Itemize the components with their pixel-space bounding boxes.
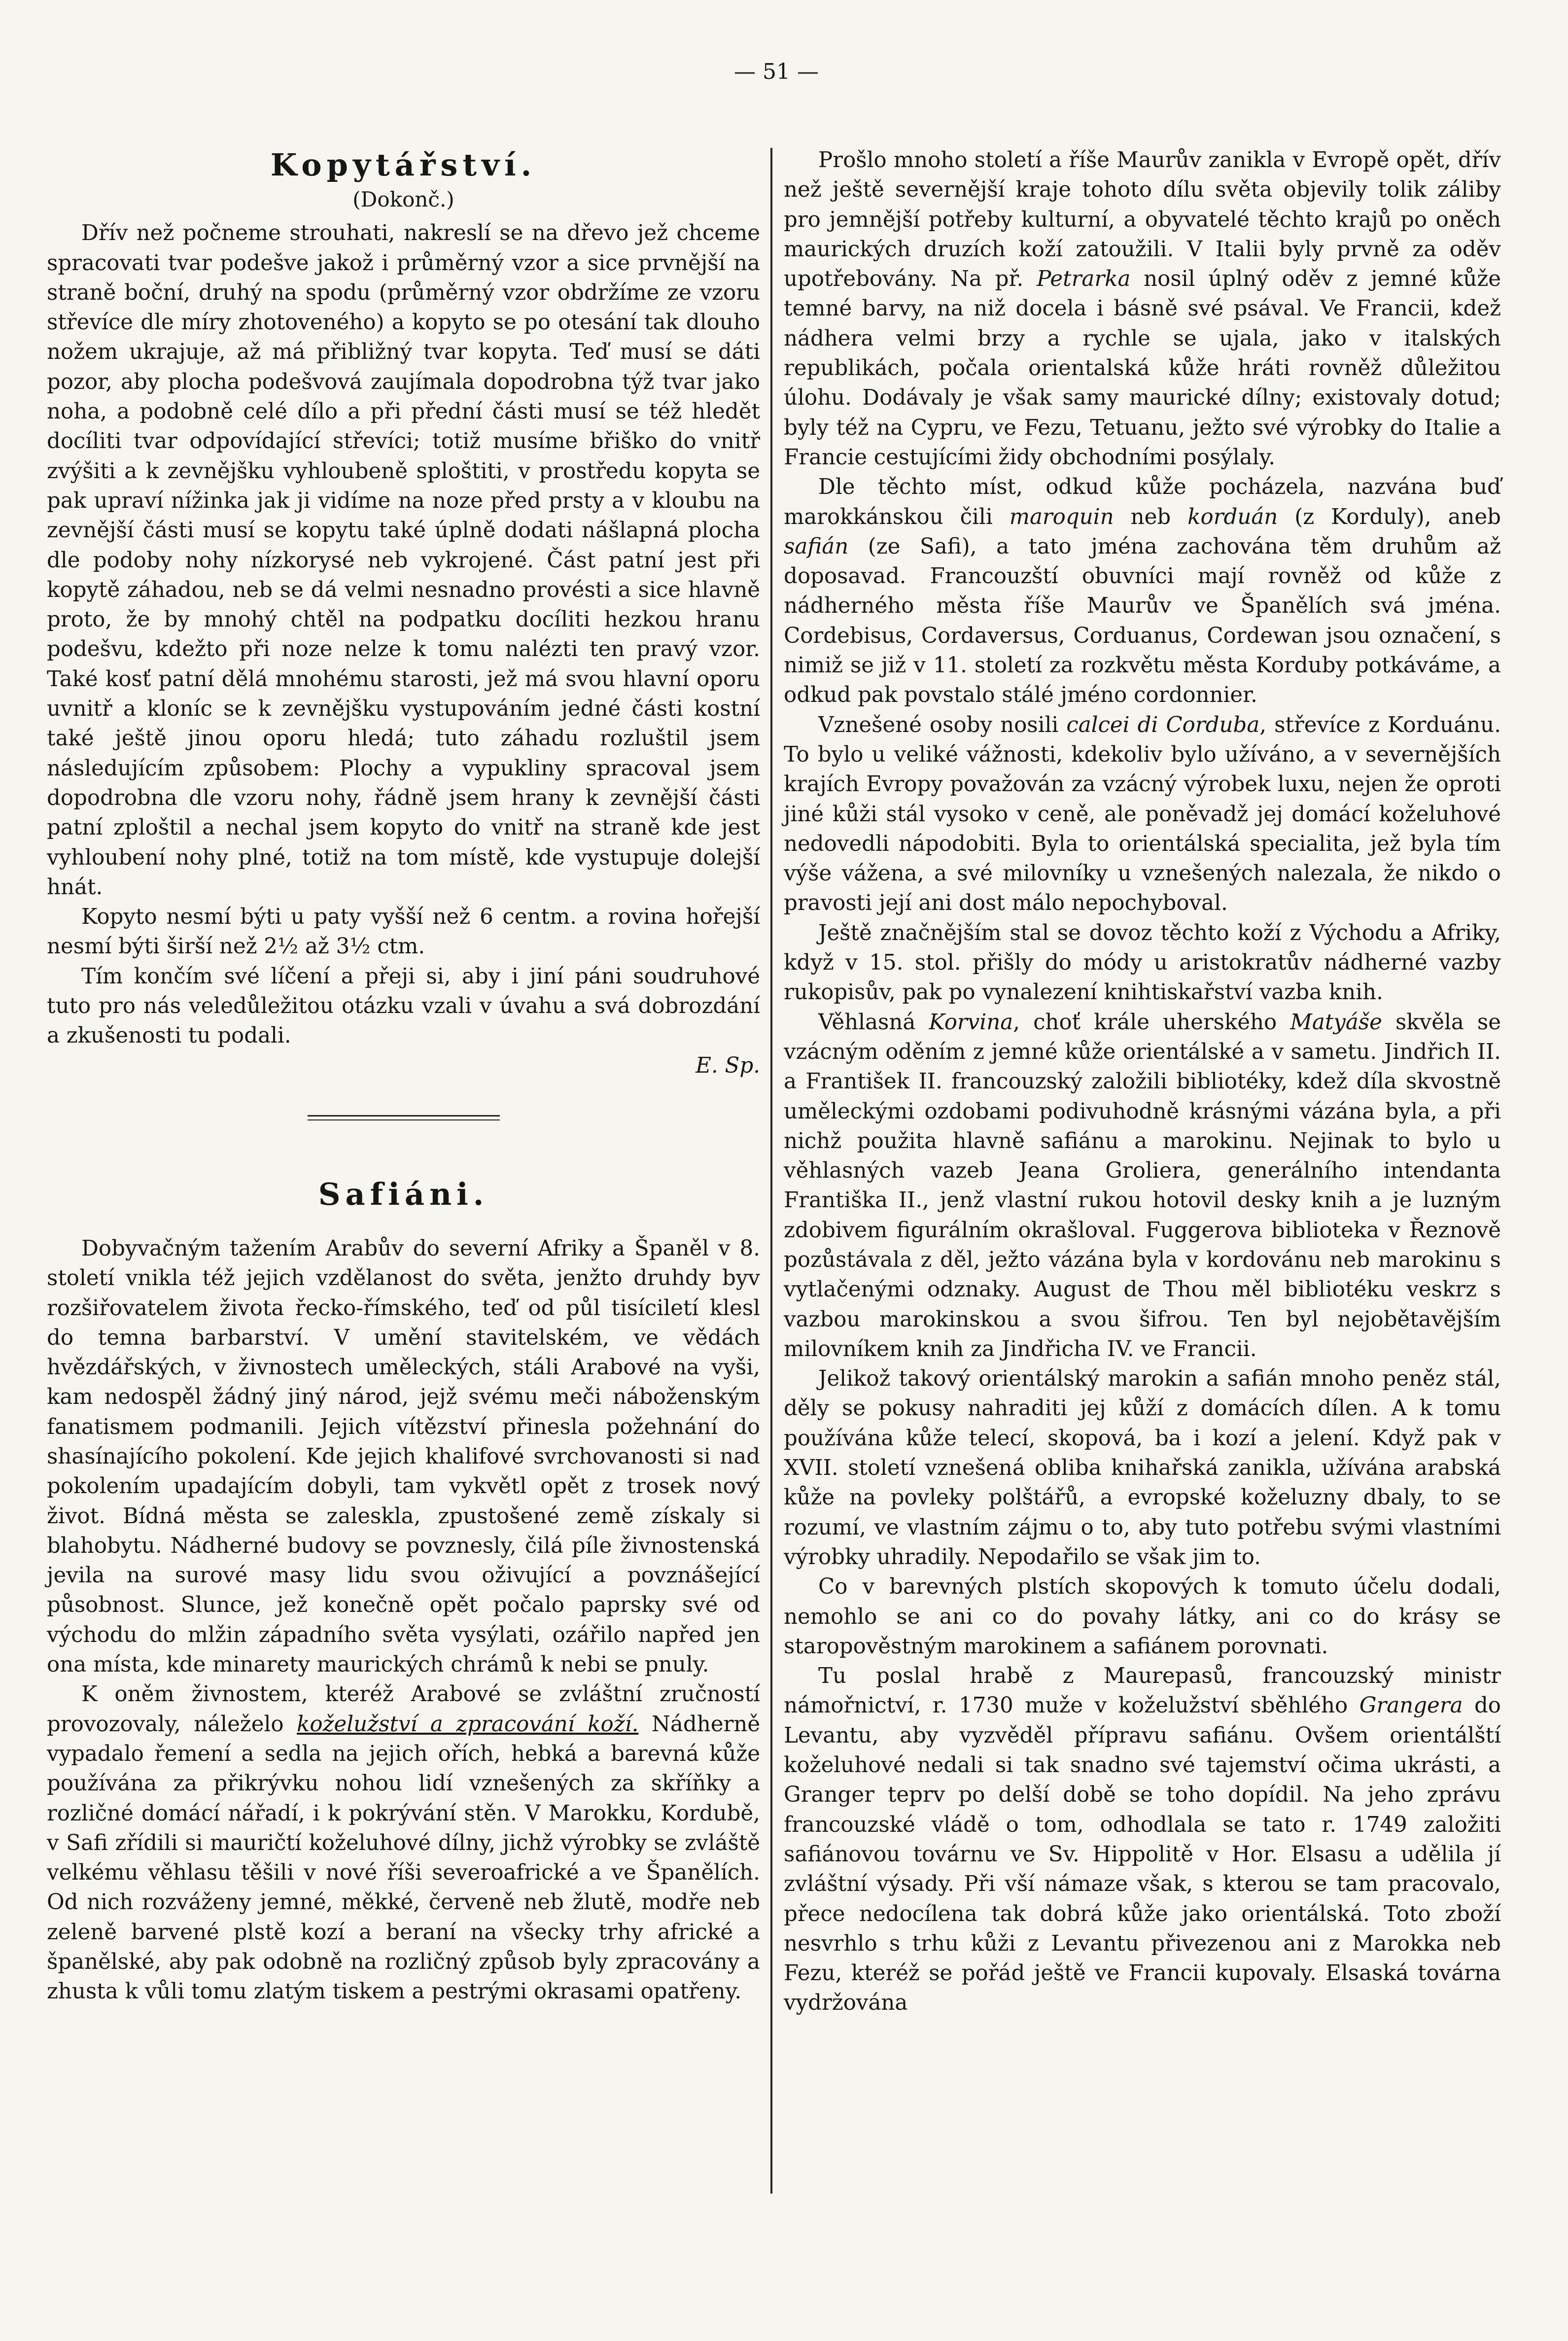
article1-paragraph: Kopyto nesmí býti u paty vyšší než 6 centm. a rovina hořejší nesmí býti širší než 2½ až 3½ ctm.: [47, 905, 760, 959]
article2-paragraph: Dobyvačným tažením Arabův do severní Afriky a Španěl v 8. století vnikla též jejich vzdělanost do světa, jenžto druhdy byv rozšiřovatelem života řecko-římského, teď od půl tisíciletí klesl do temna barbarství. V umění stavitelském, ve vědách hvězdářských, v živnostech uměleckých, stáli Arabové na vyši, kam nedospěl žádný jiný národ, jejž svému meči náboženským fanatismem podmanili. Jejich vítězství přinesla požehnání do shasínajícího pokolení. Kde jejich khalifové svrchovanosti si nad pokolením upadajícím dobyli, tam vykvětl opět z trosek nový život. Bídná města se zaleskla, zpustošené země získaly si blahobytu. Nádherné budovy se povznesly, čilá píle živnostenská jevila na surové masy lidu svou oživující a povznášející působnost. Slunce, jež konečně opět počalo paprsky své od východu do mlžin západního světa vysýlati, ozářilo napřed jen ona místa, kde minarety maurických chrámů k nebi se pnuly.: [47, 1236, 760, 1677]
emphasis: koželužství a zpracování koží.: [297, 1712, 639, 1737]
emphasis: korduán: [1187, 504, 1278, 529]
emphasis: Grangera: [1359, 1693, 1463, 1718]
right-column: [784, 145, 1501, 2018]
emphasis: Matyáše: [1290, 1010, 1382, 1035]
article2-paragraph: Věhlasná Korvina, choť krále uherského Matyáše skvěla se vzácným oděním z jemné kůže orientálské a v sametu. Jindřich II. a František II. francouzský založili bibliotéky, kdež díla skvostně uměleckými ozdobami podivuhodně krásnými vázána byla, a při nichž použita hlavně safiánu a marokinu. Nejinak to bylo u věhlasných vazeb Jeana Groliera, generálního intendanta Františka II., jenž vlastní rukou hotovil desky knih a je luzným zdobivem figurálním okrašloval. Fuggerova biblioteka v Řeznově pozůstávala z děl, ježto vázána byla v kordovánu neb marokinu s vytlačenými odznaky. August de Thou měl bibliotéku veskrz s vazbou marokinskou a svou šifrou. Ten byl nejobětavějším milovníkem knih za Jindřicha IV. ve Francii.: [784, 1010, 1501, 1362]
article2-paragraph: Co v barevných plstích skopových k tomuto účelu dodali, nemohlo se ani co do povahy látky, ani co do krásy se staropověstným marokinem a safiánem porovnati.: [784, 1574, 1501, 1659]
article1-title: Kopytářství.: [270, 147, 537, 183]
article2-paragraph: Ještě značnějším stal se dovoz těchto koží z Východu a Afriky, když v 15. stol. přišly do módy u aristokratův nádherné vazby rukopisův, pak po vynalezení knihtiskařství vazba knih.: [784, 920, 1501, 1005]
column-divider: [770, 148, 772, 2194]
article1-signature: E. Sp.: [696, 1053, 760, 1078]
article2-title: Safiáni.: [318, 1176, 489, 1212]
article1-subtitle: (Dokonč.): [352, 187, 454, 211]
emphasis: Petrarka: [1037, 267, 1131, 292]
article2-paragraph: Prošlo mnoho století a říše Maurův zanikla v Evropě opět, dřív než ještě severnější kraje tohoto dílu světa objevily tolik záliby pro jemnější potřeby kulturní, a obyvatelé těchto krajů po oněch maurických druzích koží zatoužili. V Italii byly prvně za oděv upotřebovány. Na př. Petrarka nosil úplný oděv z jemné kůže temné barvy, na niž docela i básně své psával. Ve Francii, kdež nádhera velmi brzy a rychle se ujala, jako v italských republikách, počala orientalská kůže hráti rovněž důležitou úlohu. Dodávaly je však samy maurické dílny; existovaly dotud; byly též na Cypru, ve Fezu, Tetuanu, ježto své výrobky do Italie a Francie cestujícími židy obchodními posýlaly.: [784, 148, 1501, 470]
emphasis: calcei di Corduba: [1066, 712, 1260, 737]
left-column: [47, 145, 760, 2007]
emphasis: maroquin: [1009, 504, 1114, 529]
page-number: — 51 —: [734, 59, 819, 84]
emphasis: safián: [784, 534, 849, 559]
article1-paragraph: Tím končím své líčení a přeji si, aby i jiní páni soudruhové tuto pro nás veledůležitou otázku vzali v úvahu a svá dobrozdání a zkušenosti tu podali.: [47, 964, 760, 1048]
article2-paragraph: Jelikož takový orientálský marokin a safián mnoho peněz stál, děly se pokusy nahraditi jej kůží z domácích dílen. A k tomu používána kůže telecí, skopová, ba i kozí a jelení. Když pak v XVII. století vznešená obliba knihařská zanikla, užívána arabská kůže na povleky polštářů, a evropské koželuzny dbaly, to se rozumí, ve vlastním zájmu o to, aby tuto potřebu svými vlastními výrobky uhradily. Nepodařilo se však jim to.: [784, 1366, 1501, 1570]
emphasis: Korvina: [929, 1010, 1013, 1035]
article2-paragraph: Vznešené osoby nosili calcei di Corduba, střevíce z Korduánu. To bylo u veliké vážnosti, kdekoliv bylo užíváno, a v severnějších krajích Evropy považován za vzácný výrobek luxu, nejen že oproti jiné kůži stál vysoko v ceně, ale poněvadž jej domácí koželuhové nedovedli nápodobiti. Byla to orientálská specialita, jež byla tím výše vážena, a své milovníky u vznešených nalezala, že nikdo o pravosti její ani dost málo nepochyboval.: [784, 712, 1501, 916]
section-divider: [308, 1115, 500, 1120]
article2-paragraph: K oněm živnostem, kteréž Arabové se zvláštní zručností provozovaly, náleželo koželužství a zpracování koží. Nádherně vypadalo řemení a sedla na jejich ořích, hebká a barevná kůže používána za přikrývku nohou lidí vznešených za skříňky a rozličné domácí nářadí, i k pokrývání stěn. V Marokku, Kordubě, v Safi zřídili si mauričtí koželuhové dílny, jichž výrobky se zvláště velkému věhlasu těšili v nové říši severoafrické a ve Španělích. Od nich rozváženy jemné, měkké, červeně neb žlutě, modře neb zeleně barvené plstě kozí a beraní na všecky trhy africké a španělské, aby pak odobně na rozličný způsob byly zpracovány a zhusta k vůli tomu zlatým tiskem a pestrými okrasami opatřeny.: [47, 1682, 761, 2004]
article2-paragraph: Dle těchto míst, odkud kůže pocházela, nazvána buď marokkánskou čili maroquin neb korduán (z Korduly), aneb safián (ze Safi), a tato jména zachována těm druhům až doposavad. Francouzští obuvníci mají rovněž od kůže z nádherného města říše Maurův ve Španělích svá jména. Cordebisus, Cordaversus, Corduanus, Cordewan jsou označení, s nimiž se již v 11. století za rozkvětu města Korduby potkáváme, a odkud pak povstalo stálé jméno cordonnier.: [784, 475, 1501, 708]
article2-paragraph: Tu poslal hrabě z Maurepasů, francouzský ministr námořnictví, r. 1730 muže v koželužství sběhlého Grangera do Levantu, aby vyzvěděl přípravu safiánu. Ovšem orientálští koželuhové nedali si tak snadno své tajemství očima ukrásti, a Granger teprv po delší době se toho dopídil. Na jeho zprávu francouzské vládě o tom, odhodlala se tato r. 1749 založiti safiánovou továrnu ve Sv. Hippolitě v Hor. Elsasu a udělila jí zvláštní výsady. Při vší námaze však, s kterou se tam pracovalo, přece nedocílena tak dobrá kůže jako orientálská. Toto zboží nesvrhlo s trhu kůži z Levantu přivezenou ani z Marokka neb Fezu, kteréž se pořád ještě ve Francii kupovaly. Elsaská továrna vydržována: [784, 1664, 1501, 2016]
article1-paragraph: Dřív než počneme strouhati, nakreslí se na dřevo jež chceme spracovati tvar podešve jakož i průměrný vzor a sice prvnější na straně boční, druhý na spodu (průměrný vzor obdržíme ze vzoru střevíce dle míry zhotoveného) a kopyto se po otesání tak dlouho nožem ukrajuje, až má přibližný tvar kopyta. Teď musí se dáti pozor, aby plocha podešvová zaujímala dopodrobna týž tvar jako noha, a podobně celé dílo a při přední části musí se též hledět docíliti tvar odpovídající střevíci; totiž musíme břiško do vnitř zvýšiti a k zevnějšku vyhloubeně sploštiti, v prostředu kopyta se pak upraví nížinka jak ji vidíme na noze před prsty a v kloubu na zevnější části musí se kopytu také úplně dodati nášlapná plocha dle podoby nohy nízkorysé neb vykrojené. Část patní jest při kopytě záhadou, neb se dá velmi nesnadno provésti a sice hlavně proto, že by mnohý chtěl na podpatku docíliti hezkou hranu podešvu, kdežto při noze nelze k tomu nalézti ten pravý vzor. Také kosť patní dělá mnohému starosti, jež má svou hlavní oporu uvnitř a kloníc se k zevnějšku vystupováním jedné části kostní také ještě jinou oporu hledá; tuto záhadu rozluštil jsem následujícím způsobem: Plochy a vypukliny spracoval jsem dopodrobna dle vzoru nohy, řádně jsem hrany k zevnější části patní zploštil a nechal jsem kopyto do vnitř na straně kde jest vyhloubení nohy plné, totiž na tom místě, kde vystupuje dolejší hnát.: [47, 221, 760, 900]
